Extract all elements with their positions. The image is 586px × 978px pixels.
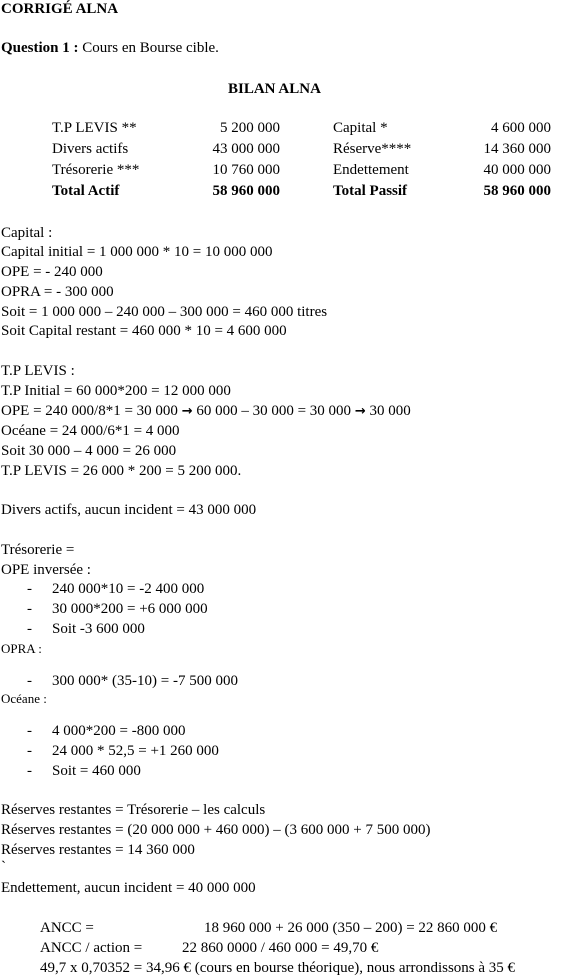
bullet-dash: - <box>27 723 32 739</box>
tp-final-line: T.P LEVIS = 26 000 * 200 = 5 200 000. <box>1 463 242 479</box>
actif-value: 43 000 000 <box>212 141 280 157</box>
total-passif-value: 58 960 000 <box>483 183 551 199</box>
ope-item: 30 000*200 = +6 000 000 <box>52 601 208 617</box>
opra-item: 300 000* (35-10) = -7 500 000 <box>52 673 238 689</box>
tresorerie-heading: Trésorerie = <box>1 542 75 558</box>
bullet-dash: - <box>27 673 32 689</box>
total-actif-label: Total Actif <box>52 183 120 199</box>
tp-soit-line: Soit 30 000 – 4 000 = 26 000 <box>1 443 177 459</box>
passif-value: 40 000 000 <box>483 162 551 178</box>
arrow-right-icon: → <box>181 404 193 419</box>
ancc-value: 18 960 000 + 26 000 (350 – 200) = 22 860 000 € <box>204 920 498 936</box>
passif-value: 14 360 000 <box>483 141 551 157</box>
document-title: CORRIGÉ ALNA <box>1 1 119 17</box>
tp-ope-part: OPE = 240 000/8*1 = 30 000 <box>1 403 182 419</box>
question-line <box>1 39 219 57</box>
reserves-line: Réserves restantes = 14 360 000 <box>1 842 195 858</box>
passif-label: Capital * <box>333 120 388 136</box>
actif-value: 10 760 000 <box>212 162 280 178</box>
ancc-label: ANCC = <box>40 920 94 936</box>
tp-ope-line <box>1 402 411 421</box>
actif-label: Divers actifs <box>52 141 129 157</box>
total-passif-label: Total Passif <box>333 183 408 199</box>
question-label: Question 1 : <box>1 40 79 56</box>
bullet-dash: - <box>27 743 32 759</box>
actif-value: 5 200 000 <box>220 120 280 136</box>
question-text: Cours en Bourse cible. <box>78 40 219 56</box>
ope-item: Soit -3 600 000 <box>52 621 145 637</box>
ope-inversee-label: OPE inversée : <box>1 562 91 578</box>
capital-line: Soit Capital restant = 460 000 * 10 = 4 600 000 <box>1 323 287 339</box>
actif-label: T.P LEVIS ** <box>52 120 137 136</box>
reserves-line: Réserves restantes = (20 000 000 + 460 000) – (3 600 000 + 7 500 000) <box>1 822 431 838</box>
bullet-dash: - <box>27 763 32 779</box>
oceane-item: 24 000 * 52,5 = +1 260 000 <box>52 743 219 759</box>
capital-heading: Capital : <box>1 225 53 241</box>
bullet-dash: - <box>27 581 32 597</box>
bullet-dash: - <box>27 601 32 617</box>
ope-item: 240 000*10 = -2 400 000 <box>52 581 205 597</box>
passif-label: Réserve**** <box>333 141 412 157</box>
capital-line: Soit = 1 000 000 – 240 000 – 300 000 = 460 000 titres <box>1 304 328 320</box>
total-actif-value: 58 960 000 <box>212 183 280 199</box>
cours-theorique-line: 49,7 x 0,70352 = 34,96 € (cours en bourse théorique), nous arrondissons à 35 € <box>40 960 516 976</box>
capital-line: OPE = - 240 000 <box>1 264 103 280</box>
oceane-label: Océane : <box>1 691 47 706</box>
endettement-line: Endettement, aucun incident = 40 000 000 <box>1 880 256 896</box>
opra-label: OPRA : <box>1 641 42 656</box>
stray-mark: ` <box>1 859 6 875</box>
actif-label: Trésorerie *** <box>52 162 140 178</box>
tp-ope-part: 30 000 <box>365 403 411 419</box>
arrow-right-icon: → <box>354 404 366 419</box>
divers-actifs-line: Divers actifs, aucun incident = 43 000 000 <box>1 502 257 518</box>
capital-line: Capital initial = 1 000 000 * 10 = 10 000 000 <box>1 244 273 260</box>
ancc-per-share-label: ANCC / action = <box>40 940 143 956</box>
bilan-title: BILAN ALNA <box>228 81 321 97</box>
tp-initial-line: T.P Initial = 60 000*200 = 12 000 000 <box>1 383 231 399</box>
oceane-item: 4 000*200 = -800 000 <box>52 723 186 739</box>
ancc-per-share-value: 22 860 0000 / 460 000 = 49,70 € <box>182 940 379 956</box>
passif-value: 4 600 000 <box>491 120 551 136</box>
oceane-item: Soit = 460 000 <box>52 763 141 779</box>
tp-levis-heading: T.P LEVIS : <box>1 363 75 379</box>
tp-ope-part: 60 000 – 30 000 = 30 000 <box>192 403 355 419</box>
tp-oceane-line: Océane = 24 000/6*1 = 4 000 <box>1 423 180 439</box>
passif-label: Endettement <box>333 162 409 178</box>
reserves-line: Réserves restantes = Trésorerie – les calculs <box>1 802 266 818</box>
capital-line: OPRA = - 300 000 <box>1 284 114 300</box>
bullet-dash: - <box>27 621 32 637</box>
